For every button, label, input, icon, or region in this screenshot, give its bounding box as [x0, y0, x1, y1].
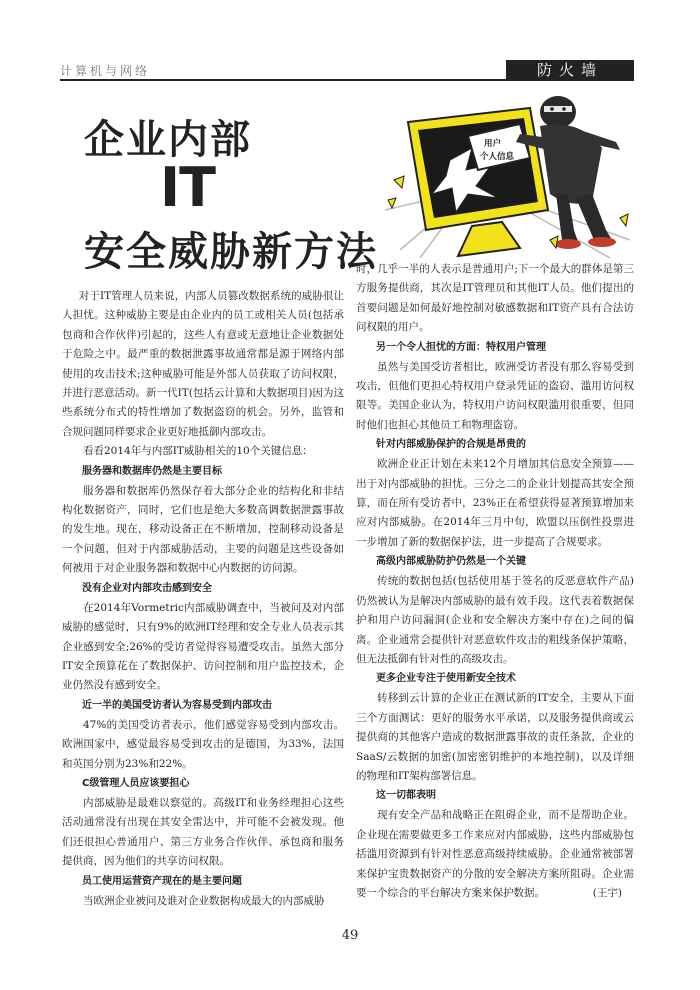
right-paragraph-1: 时，几乎一半的人表示是普通用户;下一个最大的群体是第三方服务提供商，其次是IT管理员和其他IT人员。他们提出的首要问题是如何最好地控制对敏感数据和IT资产具有合法访问权限的用户。	[356, 263, 634, 334]
author-credit: (王宇)	[592, 886, 622, 899]
right-paragraph-5: 转移到云计算的企业正在测试新的IT安全，主要从下面三个方面测试：更好的服务水平承诺，以及服务提供商或云提供商的其他客户造成的数据泄露事故的责任条款，企业的SaaS/云数据的加密(加密密钥维护的本地控制)，以及详细的物理和IT架构部署信息。	[356, 692, 634, 782]
right-paragraph-4: 传统的数据包括(包括使用基于签名的反恶意软件产品)仍然被认为是解决内部威胁的最有效手段。这代表着数据保护和用户访问漏洞(企业和安全解决方案中存在)之间的偏离。企业通常会提供针对恶意软件攻击的粗线条保护策略，但无法抵御有针对性的高级攻击。	[356, 575, 634, 665]
monitor-stand	[458, 222, 520, 256]
right-paragraph-3: 欧洲企业正计划在未来12个月增加其信息安全预算——出于对内部威胁的担忧。三分之二的企业计划提高其安全预算，而在所有受访者中，23%正在希望获得显著预算增加来应对内部威胁。在2014年三月中旬，欧盟以压倒性投票进一步增加了新的数据保护法，进一步提高了合规要求。	[356, 458, 634, 548]
left-heading-1: 服务器和数据库仍然是主要目标	[82, 465, 222, 477]
right-heading-1: 另一个令人担忧的方面：特权用户管理	[376, 341, 546, 353]
article-title-line3: 安全威胁新方法	[84, 228, 378, 275]
thief-monitor-illustration	[380, 90, 638, 258]
page-number: 49	[341, 928, 359, 943]
article-title-line2: IT	[160, 156, 215, 219]
right-heading-3: 高级内部威胁防护仍然是一个关键	[376, 556, 526, 568]
left-paragraph-6: 内部威胁是最难以察觉的。高级IT和业务经理担心这些活动通常没有出现在其安全雷达中，并可能不会被发现。他们还很担心普通用户、第三方业务合作伙伴、承包商和服务提供商，因为他们的共享访问权限。	[62, 796, 344, 868]
right-column	[356, 260, 634, 903]
left-column	[62, 287, 344, 911]
left-paragraph-4: 在2014年Vormetric内部威胁调查中，当被问及对内部威胁的感觉时，只有9%的欧洲IT经理和安全专业人员表示其企业感到安全;26%的受访者觉得容易遭受攻击。虽然大部分IT安全预算花在了数据保护、访问控制和用户监控技术，企业仍然没有感到安全。	[62, 601, 344, 692]
right-heading-2: 针对内部威胁保护的合规是昂贵的	[376, 439, 526, 451]
left-heading-5: 员工使用运营资产现在的是主要问题	[82, 875, 242, 887]
left-paragraph-7: 当欧洲企业被问及谁对企业数据构成最大的内部威胁	[83, 894, 325, 907]
left-paragraph-3: 服务器和数据库仍然保存着大部分企业的结构化和非结构化数据资产，同时，它们也是绝大多数高调数据泄露事故的发生地。现在，移动设备正在不断增加，控制移动设备是一个问题，但对于内部威胁活动，主要的问题是这些设备如何被用于对企业服务器和数据中心内数据的访问源。	[62, 484, 344, 575]
sign-text-1: 用户	[484, 139, 502, 149]
header-rule	[60, 79, 634, 81]
article-title-line1: 企业内部	[84, 116, 252, 163]
left-heading-3: 近一半的美国受访者认为容易受到内部攻击	[82, 699, 272, 711]
sign-text-2: 个人信息	[480, 152, 515, 162]
left-paragraph-2: 看看2014年与内部IT威胁相关的10个关键信息：	[83, 445, 313, 458]
right-heading-4: 更多企业专注于使用新安全技术	[376, 673, 516, 685]
left-paragraph-5: 47%的美国受访者表示，他们感觉容易受到内部攻击。欧洲国家中，感觉最容易受到攻击的是德国，为33%，法国和英国分别为23%和22%。	[62, 718, 344, 770]
right-paragraph-6	[356, 806, 634, 903]
left-heading-4: C级管理人员应该要担心	[82, 777, 190, 789]
header-column-tab: 防火墙	[506, 60, 634, 81]
left-heading-2: 没有企业对内部攻击感到安全	[82, 582, 212, 594]
left-paragraph-1: 对于IT管理人员来说，内部人员篡改数据系统的威胁很让人担忧。这种威胁主要是由企业内的员工或相关人员(包括承包商和合作伙伴)引起的，这些人有意或无意地让企业数据处于危险之中。最严重的数据泄露事故通常都是源于网络内部使用的攻击技术;这种威胁可能是外部人员获取了访问权限，并进行恶意活动。新一代IT(包括云计算和大数据项目)因为这些系统分布式的特性增加了数据盗窃的机会。另外，监管和合规问题同样要求企业更好地抵御内部攻击。	[62, 290, 344, 438]
right-heading-5: 这一切都表明	[376, 790, 436, 802]
right-paragraph-6-text: 现有安全产品和战略正在阻碍企业，而不是帮助企业。企业现在需要做更多工作来应对内部威胁，这些内部威胁包括滥用资源到有针对性恶意高级持续威胁。企业通常被部署来保护宝贵数据资产的分散的安全解决方案所阻碍。企业需要一个综合的平台解决方案来保护数据。	[356, 809, 634, 899]
right-paragraph-2: 虽然与美国受访者相比，欧洲受访者没有那么容易受到攻击，但他们更担心特权用户登录凭证的盗窃、滥用访问权限等。美国企业认为，特权用户访问权限滥用很重要，但同时他们也担心其他员工和物理盗窃。	[356, 360, 634, 431]
header-section-label: 计算机与网络	[60, 64, 151, 78]
